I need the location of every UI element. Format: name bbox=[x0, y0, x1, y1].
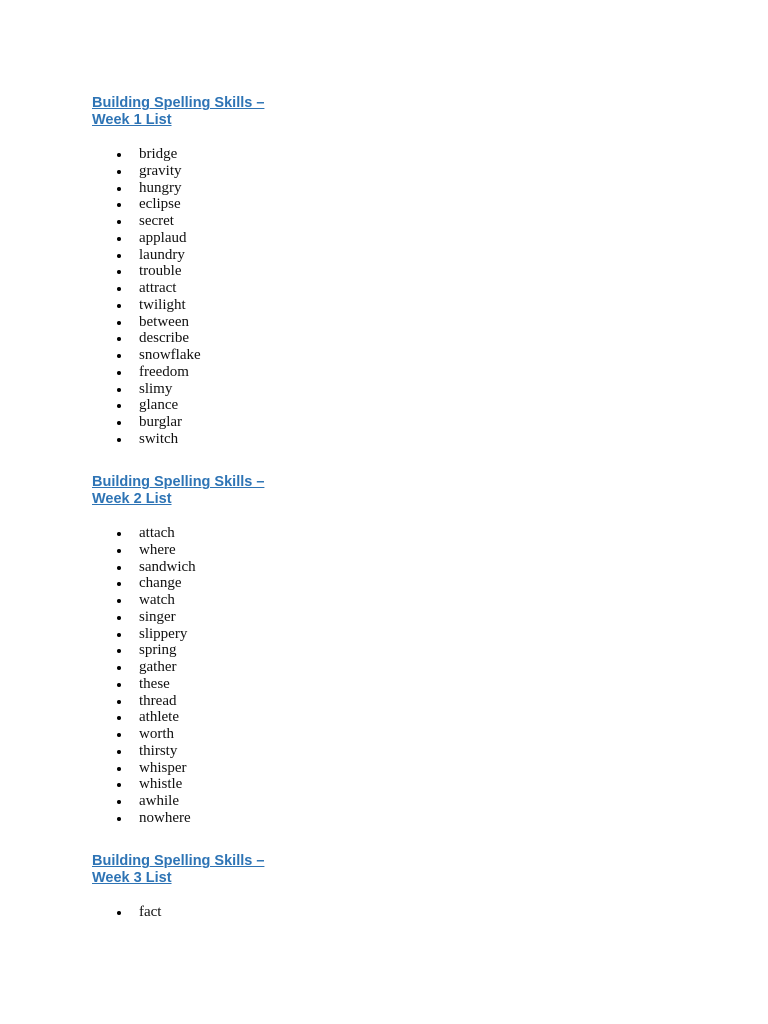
word-text: laundry bbox=[139, 246, 185, 263]
bullet-icon bbox=[117, 203, 121, 207]
bullet-icon bbox=[117, 532, 121, 536]
word-text: singer bbox=[139, 608, 176, 625]
word-list-item bbox=[92, 793, 392, 810]
word-text: thread bbox=[139, 692, 177, 709]
word-list-item bbox=[92, 592, 392, 609]
word-text: nowhere bbox=[139, 809, 191, 826]
word-list-item bbox=[92, 760, 392, 777]
word-text: freedom bbox=[139, 363, 189, 380]
word-text: bridge bbox=[139, 146, 178, 162]
word-text: sandwich bbox=[139, 558, 196, 575]
word-list-item bbox=[92, 659, 392, 676]
bullet-icon bbox=[117, 170, 121, 174]
bullet-icon bbox=[117, 911, 121, 915]
word-list-item bbox=[92, 163, 392, 180]
bullet-icon bbox=[117, 220, 121, 224]
week-2-heading-link[interactable]: Building Spelling Skills – Week 2 List bbox=[92, 474, 265, 507]
week-3-word-list bbox=[92, 904, 392, 921]
word-list-item bbox=[92, 280, 392, 297]
word-text: describe bbox=[139, 330, 189, 347]
word-list-item bbox=[92, 330, 392, 347]
bullet-icon bbox=[117, 321, 121, 325]
word-text: watch bbox=[139, 592, 175, 608]
word-list-item bbox=[92, 709, 392, 726]
word-text: whistle bbox=[139, 776, 183, 793]
week-2-section bbox=[92, 474, 392, 827]
word-list-item bbox=[92, 213, 392, 230]
word-text: change bbox=[139, 575, 182, 592]
word-list-item bbox=[92, 146, 392, 163]
word-list-item bbox=[92, 525, 392, 542]
word-text: gravity bbox=[139, 162, 182, 179]
word-text: snowflake bbox=[139, 347, 201, 363]
bullet-icon bbox=[117, 633, 121, 637]
word-list-item bbox=[92, 364, 392, 381]
week-1-section bbox=[92, 95, 392, 448]
bullet-icon bbox=[117, 237, 121, 241]
word-text: awhile bbox=[139, 793, 179, 809]
bullet-icon bbox=[117, 616, 121, 620]
bullet-icon bbox=[117, 388, 121, 392]
word-text: trouble bbox=[139, 263, 182, 280]
word-list-item bbox=[92, 542, 392, 559]
bullet-icon bbox=[117, 287, 121, 291]
word-text: glance bbox=[139, 397, 179, 414]
word-list-item bbox=[92, 314, 392, 331]
word-text: eclipse bbox=[139, 196, 181, 213]
word-text: slimy bbox=[139, 380, 173, 397]
word-list-item bbox=[92, 347, 392, 364]
bullet-icon bbox=[117, 404, 121, 408]
bullet-icon bbox=[117, 599, 121, 603]
word-list-item bbox=[92, 642, 392, 659]
bullet-icon bbox=[117, 683, 121, 687]
word-text: attach bbox=[139, 525, 175, 541]
word-text: attract bbox=[139, 280, 177, 296]
bullet-icon bbox=[117, 270, 121, 274]
bullet-icon bbox=[117, 800, 121, 804]
word-list-item bbox=[92, 559, 392, 576]
word-text: hungry bbox=[139, 179, 182, 196]
word-text: these bbox=[139, 675, 170, 692]
bullet-icon bbox=[117, 817, 121, 821]
word-text: thirsty bbox=[139, 742, 178, 759]
bullet-icon bbox=[117, 153, 121, 157]
bullet-icon bbox=[117, 371, 121, 375]
bullet-icon bbox=[117, 649, 121, 653]
bullet-icon bbox=[117, 549, 121, 553]
word-text: secret bbox=[139, 213, 174, 229]
word-text: worth bbox=[139, 726, 174, 742]
word-list-item bbox=[92, 626, 392, 643]
bullet-icon bbox=[117, 354, 121, 358]
word-text: gather bbox=[139, 659, 177, 675]
word-list-item bbox=[92, 381, 392, 398]
word-list-item bbox=[92, 776, 392, 793]
word-list-item bbox=[92, 810, 392, 827]
word-text: fact bbox=[139, 904, 162, 920]
word-list-item bbox=[92, 743, 392, 760]
word-list-item bbox=[92, 247, 392, 264]
word-text: whisper bbox=[139, 759, 187, 776]
word-list-item bbox=[92, 180, 392, 197]
word-text: switch bbox=[139, 430, 179, 447]
week-2-word-list bbox=[92, 525, 392, 827]
bullet-icon bbox=[117, 582, 121, 586]
word-list-item bbox=[92, 414, 392, 431]
word-text: where bbox=[139, 541, 176, 558]
word-text: between bbox=[139, 313, 189, 330]
word-list-item bbox=[92, 676, 392, 693]
bullet-icon bbox=[117, 767, 121, 771]
word-text: twilight bbox=[139, 296, 186, 313]
bullet-icon bbox=[117, 254, 121, 258]
bullet-icon bbox=[117, 666, 121, 670]
word-list-item bbox=[92, 431, 392, 448]
word-list-item bbox=[92, 693, 392, 710]
word-list-item bbox=[92, 575, 392, 592]
week-3-section bbox=[92, 853, 392, 921]
word-text: spring bbox=[139, 642, 177, 659]
week-3-heading-link[interactable]: Building Spelling Skills – Week 3 List bbox=[92, 853, 265, 886]
bullet-icon bbox=[117, 783, 121, 787]
bullet-icon bbox=[117, 700, 121, 704]
bullet-icon bbox=[117, 438, 121, 442]
bullet-icon bbox=[117, 187, 121, 191]
bullet-icon bbox=[117, 304, 121, 308]
word-list-item bbox=[92, 609, 392, 626]
word-text: burglar bbox=[139, 414, 183, 430]
bullet-icon bbox=[117, 750, 121, 754]
word-list-item bbox=[92, 196, 392, 213]
word-list-item bbox=[92, 726, 392, 743]
word-list-item bbox=[92, 230, 392, 247]
week-1-heading-link[interactable]: Building Spelling Skills – Week 1 List bbox=[92, 95, 265, 128]
word-list-item bbox=[92, 263, 392, 280]
word-list-item bbox=[92, 297, 392, 314]
bullet-icon bbox=[117, 733, 121, 737]
bullet-icon bbox=[117, 716, 121, 720]
bullet-icon bbox=[117, 337, 121, 341]
word-text: applaud bbox=[139, 229, 187, 246]
week-1-word-list bbox=[92, 146, 392, 448]
word-list-item bbox=[92, 904, 392, 921]
word-text: athlete bbox=[139, 709, 179, 726]
bullet-icon bbox=[117, 421, 121, 425]
word-list-item bbox=[92, 397, 392, 414]
bullet-icon bbox=[117, 566, 121, 570]
word-text: slippery bbox=[139, 625, 188, 642]
